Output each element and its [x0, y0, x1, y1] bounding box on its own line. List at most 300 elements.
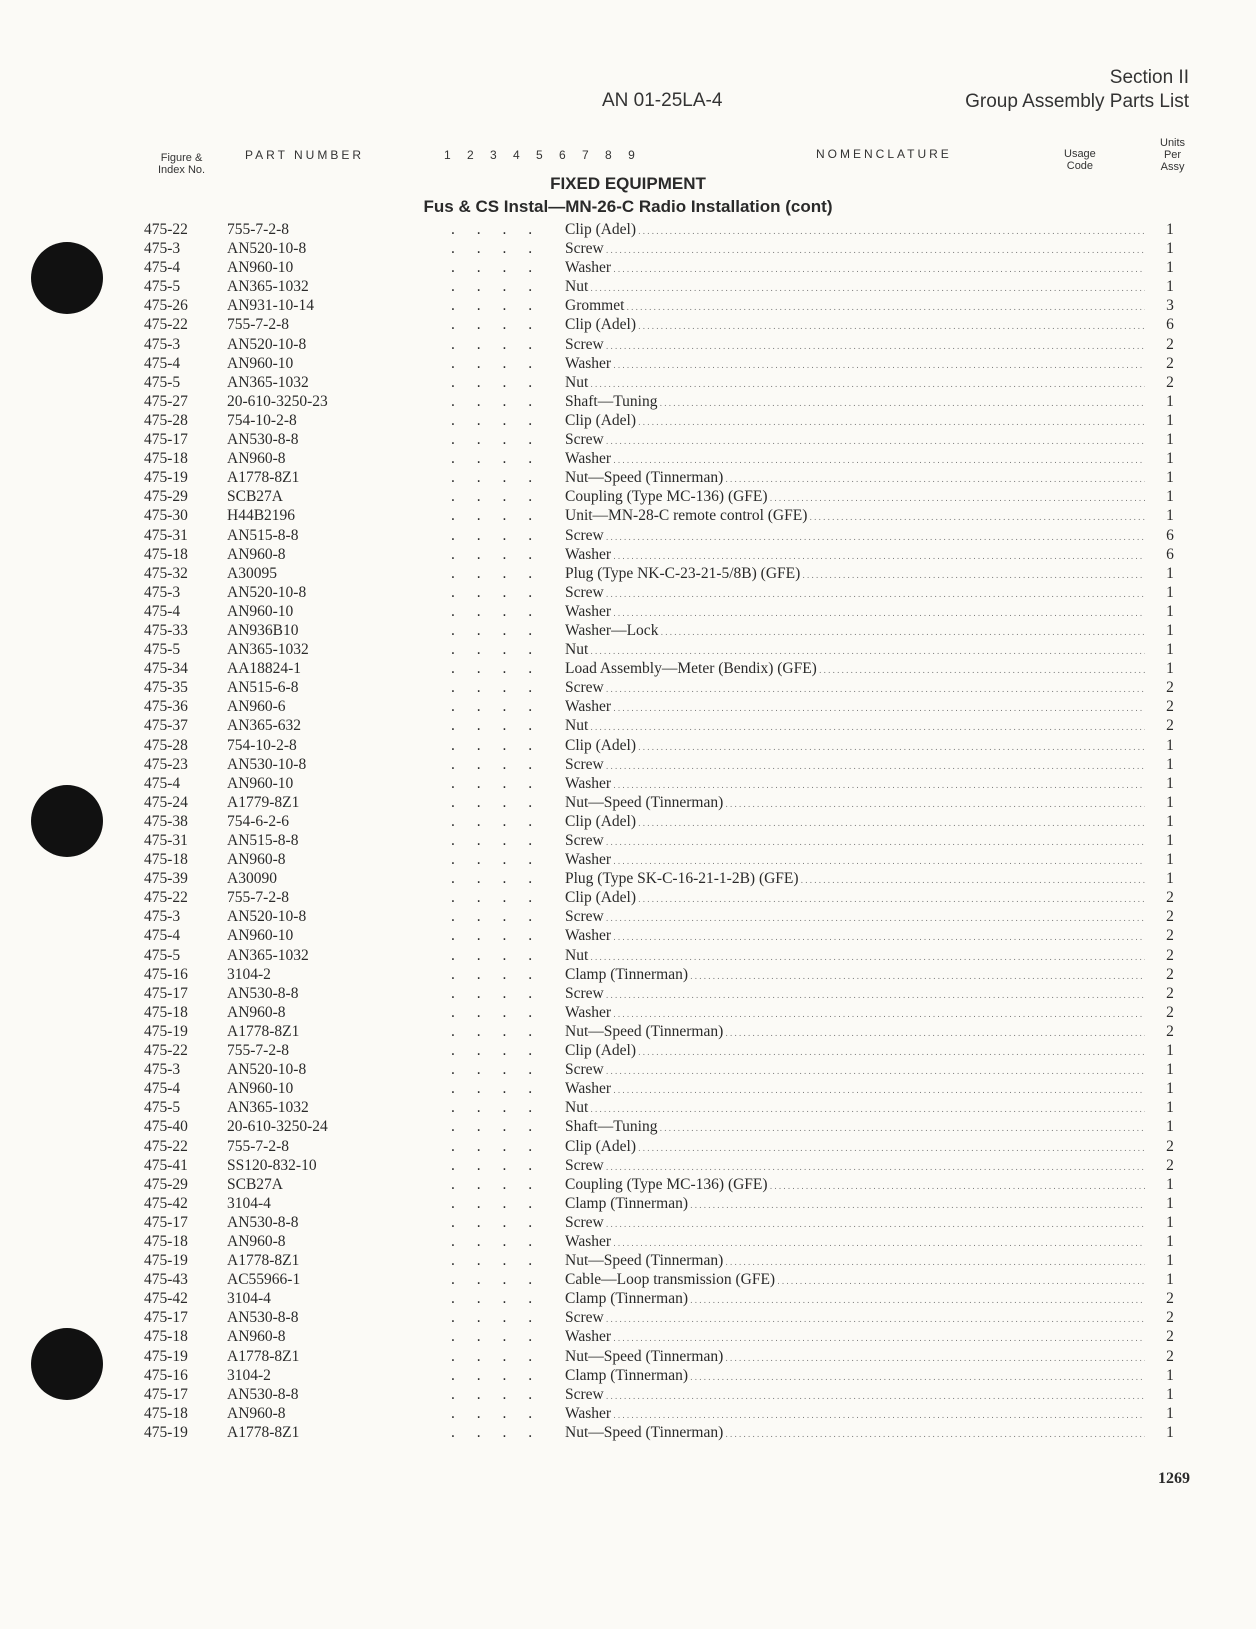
- units-per-assy-cell: 1: [1154, 774, 1186, 793]
- units-per-assy-cell: 1: [1154, 487, 1186, 506]
- part-number-cell: AN960-10: [227, 354, 294, 372]
- figure-index-cell: 475-17: [144, 1309, 188, 1327]
- table-row: [0, 487, 1256, 506]
- units-per-assy-cell: 2: [1154, 335, 1186, 354]
- figure-index-cell: 475-24: [144, 793, 188, 811]
- units-per-assy-cell: 1: [1154, 850, 1186, 869]
- table-row: [0, 1327, 1256, 1346]
- units-per-assy-cell: 1: [1154, 468, 1186, 487]
- nomenclature-cell: Washer . . .: [565, 258, 1145, 279]
- table-row: [0, 239, 1256, 258]
- nomenclature-cell: Screw . . .: [565, 1385, 1145, 1406]
- part-number-cell: A1778-8Z1: [227, 1022, 300, 1040]
- table-row: [0, 850, 1256, 869]
- units-per-assy-cell: 2: [1154, 984, 1186, 1003]
- nomenclature-cell: Screw . . .: [565, 335, 1145, 356]
- table-row: [0, 449, 1256, 468]
- units-per-assy-cell: 6: [1154, 526, 1186, 545]
- units-per-assy-cell: 1: [1154, 831, 1186, 850]
- units-per-assy-cell: 3: [1154, 296, 1186, 315]
- figure-index-cell: 475-17: [144, 1213, 188, 1231]
- indent-dots: . . . .: [451, 1423, 542, 1441]
- table-row: [0, 736, 1256, 755]
- section-header: [965, 66, 1189, 114]
- units-per-assy-cell: 1: [1154, 583, 1186, 602]
- indent-dots: . . . .: [451, 316, 542, 334]
- units-per-assy-cell: 2: [1154, 1289, 1186, 1308]
- nomenclature-cell: Screw . . .: [565, 755, 1145, 776]
- units-per-assy-cell: 2: [1154, 1327, 1186, 1346]
- figure-index-cell: 475-42: [144, 1290, 188, 1308]
- nomenclature-cell: Washer . . .: [565, 1327, 1145, 1348]
- units-per-assy-cell: 1: [1154, 277, 1186, 296]
- part-number-cell: 755-7-2-8: [227, 316, 289, 334]
- table-row: [0, 392, 1256, 411]
- nomenclature-cell: Plug (Type SK-C-16-21-1-2B) (GFE) . . .: [565, 869, 1145, 890]
- nomenclature-cell: Washer . . .: [565, 1079, 1145, 1100]
- part-number-cell: AN530-8-8: [227, 984, 299, 1002]
- part-number-cell: AN530-8-8: [227, 1309, 299, 1327]
- figure-index-cell: 475-22: [144, 316, 188, 334]
- units-per-assy-cell: 1: [1154, 1079, 1186, 1098]
- figure-index-cell: 475-18: [144, 450, 188, 468]
- nomenclature-cell: Screw . . .: [565, 678, 1145, 699]
- nomenclature-cell: Screw . . .: [565, 831, 1145, 852]
- table-row: [0, 1251, 1256, 1270]
- units-per-assy-cell: 1: [1154, 392, 1186, 411]
- indent-dots: . . . .: [451, 526, 542, 544]
- part-number-cell: AN520-10-8: [227, 1061, 307, 1079]
- indent-dots: . . . .: [451, 946, 542, 964]
- figure-index-cell: 475-37: [144, 717, 188, 735]
- indent-dots: . . . .: [451, 832, 542, 849]
- part-number-cell: AN960-8: [227, 1404, 286, 1422]
- units-per-assy-cell: 2: [1154, 697, 1186, 716]
- part-number-cell: A1778-8Z1: [227, 469, 300, 487]
- part-number-cell: AN520-10-8: [227, 240, 307, 258]
- table-row: [0, 335, 1256, 354]
- units-per-assy-cell: 2: [1154, 1137, 1186, 1156]
- indent-dots: . . . .: [451, 1099, 542, 1117]
- table-row: [0, 774, 1256, 793]
- figure-index-cell: 475-17: [144, 1385, 188, 1403]
- part-number-cell: 754-10-2-8: [227, 736, 297, 754]
- indent-dots: . . . .: [451, 1385, 542, 1403]
- indent-dots: . . . .: [451, 1042, 542, 1060]
- units-per-assy-cell: 1: [1154, 1366, 1186, 1385]
- parts-list: [0, 220, 1256, 1442]
- table-row: [0, 583, 1256, 602]
- table-row: [0, 296, 1256, 315]
- indent-dots: . . . .: [451, 1061, 542, 1079]
- units-per-assy-cell: 6: [1154, 315, 1186, 334]
- column-header-figure-line1: Figure &: [160, 152, 203, 164]
- indent-dots: . . . .: [451, 1080, 542, 1098]
- indent-dots: . . . .: [451, 660, 542, 678]
- nomenclature-cell: Clip (Adel) . . .: [565, 1137, 1145, 1158]
- table-row: [0, 1098, 1256, 1117]
- indent-dots: . . . .: [451, 583, 542, 601]
- part-number-cell: AN960-8: [227, 851, 286, 869]
- nomenclature-cell: Clip (Adel) . . .: [565, 1041, 1145, 1062]
- figure-index-cell: 475-5: [144, 373, 181, 391]
- indent-dots: . . . .: [451, 545, 542, 563]
- units-per-assy-cell: 1: [1154, 812, 1186, 831]
- table-row: [0, 430, 1256, 449]
- units-per-assy-cell: 2: [1154, 888, 1186, 907]
- nomenclature-cell: Clamp (Tinnerman) . . .: [565, 1289, 1145, 1310]
- nomenclature-cell: Coupling (Type MC-136) (GFE) . . .: [565, 1175, 1145, 1196]
- indent-dots: . . . .: [451, 641, 542, 659]
- part-number-cell: SCB27A: [227, 488, 283, 506]
- units-per-assy-cell: 1: [1154, 640, 1186, 659]
- figure-index-cell: 475-22: [144, 221, 188, 238]
- part-number-cell: AN960-10: [227, 1080, 294, 1098]
- indent-dots: . . . .: [451, 927, 542, 945]
- units-per-assy-cell: 1: [1154, 1098, 1186, 1117]
- table-row: [0, 716, 1256, 735]
- figure-index-cell: 475-40: [144, 1118, 188, 1136]
- units-per-assy-cell: 1: [1154, 736, 1186, 755]
- column-header-usage-line1: Usage: [1064, 148, 1096, 160]
- column-header-nomenclature: NOMENCLATURE: [816, 147, 952, 161]
- table-row: [0, 220, 1256, 239]
- table-row: [0, 564, 1256, 583]
- table-row: [0, 1194, 1256, 1213]
- part-number-cell: AN520-10-8: [227, 583, 307, 601]
- units-per-assy-cell: 1: [1154, 1423, 1186, 1442]
- part-number-cell: 20-610-3250-23: [227, 392, 328, 410]
- indent-dots: . . . .: [451, 1137, 542, 1155]
- figure-index-cell: 475-3: [144, 240, 181, 258]
- units-per-assy-cell: 2: [1154, 354, 1186, 373]
- figure-index-cell: 475-3: [144, 908, 181, 926]
- table-row: [0, 812, 1256, 831]
- units-per-assy-cell: 1: [1154, 755, 1186, 774]
- figure-index-cell: 475-38: [144, 812, 188, 830]
- nomenclature-cell: Screw . . .: [565, 430, 1145, 451]
- figure-index-cell: 475-32: [144, 564, 188, 582]
- units-per-assy-cell: 1: [1154, 1194, 1186, 1213]
- figure-index-cell: 475-22: [144, 889, 188, 907]
- figure-index-cell: 475-4: [144, 259, 181, 277]
- figure-index-cell: 475-31: [144, 832, 188, 849]
- table-row: [0, 659, 1256, 678]
- indent-dots: . . . .: [451, 488, 542, 506]
- nomenclature-cell: Nut—Speed (Tinnerman) . . .: [565, 1423, 1145, 1444]
- figure-index-cell: 475-31: [144, 526, 188, 544]
- part-number-cell: 3104-4: [227, 1290, 271, 1308]
- section-label: Section II: [1109, 67, 1189, 88]
- nomenclature-cell: Clip (Adel) . . .: [565, 220, 1145, 241]
- figure-index-cell: 475-18: [144, 545, 188, 563]
- figure-index-cell: 475-43: [144, 1271, 188, 1289]
- nomenclature-cell: Nut—Speed (Tinnerman) . . .: [565, 793, 1145, 814]
- part-number-cell: AN960-10: [227, 259, 294, 277]
- units-per-assy-cell: 1: [1154, 1213, 1186, 1232]
- indent-dots: . . . .: [451, 469, 542, 487]
- part-number-cell: 20-610-3250-24: [227, 1118, 328, 1136]
- table-row: [0, 526, 1256, 545]
- part-number-cell: AN960-10: [227, 774, 294, 792]
- part-number-cell: AN530-10-8: [227, 755, 307, 773]
- nomenclature-cell: Washer . . .: [565, 850, 1145, 871]
- figure-index-cell: 475-19: [144, 1252, 188, 1270]
- indent-dots: . . . .: [451, 221, 542, 238]
- indent-dots: . . . .: [451, 297, 542, 315]
- indent-dots: . . . .: [451, 851, 542, 869]
- nomenclature-cell: Washer . . .: [565, 1232, 1145, 1253]
- table-row: [0, 1366, 1256, 1385]
- part-number-cell: AN365-1032: [227, 946, 309, 964]
- table-row: [0, 1156, 1256, 1175]
- nomenclature-cell: Screw . . .: [565, 583, 1145, 604]
- nomenclature-cell: Washer . . .: [565, 926, 1145, 947]
- nomenclature-cell: Clamp (Tinnerman) . . .: [565, 1366, 1145, 1387]
- indent-dots: . . . .: [451, 1271, 542, 1289]
- indent-dots: . . . .: [451, 812, 542, 830]
- indent-dots: . . . .: [451, 621, 542, 639]
- table-row: [0, 697, 1256, 716]
- units-per-assy-cell: 1: [1154, 239, 1186, 258]
- table-row: [0, 1022, 1256, 1041]
- figure-index-cell: 475-18: [144, 1328, 188, 1346]
- table-row: [0, 1308, 1256, 1327]
- table-row: [0, 1270, 1256, 1289]
- table-row: [0, 373, 1256, 392]
- figure-index-cell: 475-4: [144, 354, 181, 372]
- table-row: [0, 755, 1256, 774]
- units-per-assy-cell: 2: [1154, 678, 1186, 697]
- units-per-assy-cell: 1: [1154, 1251, 1186, 1270]
- units-per-assy-cell: 1: [1154, 793, 1186, 812]
- indent-dots: . . . .: [451, 602, 542, 620]
- indent-dots: . . . .: [451, 889, 542, 907]
- part-number-cell: AN960-10: [227, 927, 294, 945]
- figure-index-cell: 475-19: [144, 1423, 188, 1441]
- figure-index-cell: 475-3: [144, 335, 181, 353]
- nomenclature-cell: Clip (Adel) . . .: [565, 411, 1145, 432]
- nomenclature-cell: Shaft—Tuning . . .: [565, 392, 1145, 413]
- indent-dots: . . . .: [451, 1156, 542, 1174]
- table-row: [0, 1117, 1256, 1136]
- table-row: [0, 258, 1256, 277]
- part-number-cell: 755-7-2-8: [227, 1137, 289, 1155]
- figure-index-cell: 475-3: [144, 583, 181, 601]
- table-row: [0, 1041, 1256, 1060]
- nomenclature-cell: Clip (Adel) . . .: [565, 888, 1145, 909]
- part-number-cell: A1778-8Z1: [227, 1347, 300, 1365]
- units-per-assy-cell: 2: [1154, 373, 1186, 392]
- nomenclature-cell: Coupling (Type MC-136) (GFE) . . .: [565, 487, 1145, 508]
- part-number-cell: 3104-2: [227, 1366, 271, 1384]
- column-header-units-line3: Assy: [1160, 161, 1185, 173]
- part-number-cell: AN960-8: [227, 545, 286, 563]
- table-row: [0, 1175, 1256, 1194]
- table-row: [0, 1003, 1256, 1022]
- part-number-cell: AN515-6-8: [227, 679, 299, 697]
- figure-index-cell: 475-19: [144, 1022, 188, 1040]
- table-row: [0, 1060, 1256, 1079]
- column-header-usage-line2: Code: [1066, 160, 1094, 172]
- table-row: [0, 888, 1256, 907]
- group-title: FIXED EQUIPMENT: [550, 174, 706, 193]
- units-per-assy-cell: 1: [1154, 659, 1186, 678]
- units-per-assy-cell: 2: [1154, 1347, 1186, 1366]
- figure-index-cell: 475-29: [144, 488, 188, 506]
- indent-dots: . . . .: [451, 1290, 542, 1308]
- figure-index-cell: 475-41: [144, 1156, 188, 1174]
- figure-index-cell: 475-35: [144, 679, 188, 697]
- figure-index-cell: 475-28: [144, 736, 188, 754]
- part-number-cell: AN365-1032: [227, 373, 309, 391]
- figure-index-cell: 475-23: [144, 755, 188, 773]
- indent-dots: . . . .: [451, 411, 542, 429]
- figure-index-cell: 475-22: [144, 1042, 188, 1060]
- table-row: [0, 926, 1256, 945]
- table-row: [0, 621, 1256, 640]
- part-number-cell: 3104-4: [227, 1194, 271, 1212]
- figure-index-cell: 475-19: [144, 1347, 188, 1365]
- figure-index-cell: 475-29: [144, 1175, 188, 1193]
- part-number-cell: A1778-8Z1: [227, 1252, 300, 1270]
- nomenclature-cell: Clamp (Tinnerman) . . .: [565, 1194, 1145, 1215]
- figure-index-cell: 475-5: [144, 1099, 181, 1117]
- table-row: [0, 354, 1256, 373]
- installation-title: Fus & CS Instal—MN-26-C Radio Installation (cont): [423, 197, 833, 216]
- table-row: [0, 831, 1256, 850]
- nomenclature-cell: Screw . . .: [565, 526, 1145, 547]
- table-row: [0, 411, 1256, 430]
- part-number-cell: 754-6-2-6: [227, 812, 289, 830]
- indent-dots: . . . .: [451, 1347, 542, 1365]
- part-number-cell: AA18824-1: [227, 660, 302, 678]
- table-row: [0, 1423, 1256, 1442]
- table-row: [0, 640, 1256, 659]
- indent-dots: . . . .: [451, 259, 542, 277]
- part-number-cell: H44B2196: [227, 507, 296, 525]
- part-number-cell: SS120-832-10: [227, 1156, 317, 1174]
- indent-dots: . . . .: [451, 431, 542, 449]
- part-number-cell: A1778-8Z1: [227, 1423, 300, 1441]
- units-per-assy-cell: 6: [1154, 545, 1186, 564]
- nomenclature-cell: Screw . . .: [565, 1060, 1145, 1081]
- table-row: [0, 602, 1256, 621]
- indent-dots: . . . .: [451, 1252, 542, 1270]
- document-number: AN 01-25LA-4: [602, 90, 723, 111]
- nomenclature-cell: Nut . . .: [565, 277, 1145, 298]
- part-number-cell: AN515-8-8: [227, 526, 299, 544]
- indent-dots: . . . .: [451, 1404, 542, 1422]
- figure-index-cell: 475-36: [144, 698, 188, 716]
- units-per-assy-cell: 2: [1154, 907, 1186, 926]
- figure-index-cell: 475-30: [144, 507, 188, 525]
- units-per-assy-cell: 1: [1154, 1175, 1186, 1194]
- table-row: [0, 277, 1256, 296]
- units-per-assy-cell: 1: [1154, 602, 1186, 621]
- nomenclature-cell: Washer . . .: [565, 449, 1145, 470]
- units-per-assy-cell: 1: [1154, 1041, 1186, 1060]
- column-header-part-number: PART NUMBER: [245, 148, 365, 162]
- indent-dots: . . . .: [451, 1366, 542, 1384]
- units-per-assy-cell: 1: [1154, 564, 1186, 583]
- figure-index-cell: 475-5: [144, 946, 181, 964]
- column-header-units-line1: Units: [1160, 137, 1186, 149]
- table-row: [0, 1404, 1256, 1423]
- units-per-assy-cell: 1: [1154, 621, 1186, 640]
- figure-index-cell: 475-19: [144, 469, 188, 487]
- table-row: [0, 793, 1256, 812]
- column-header-units-per-assy: [1160, 137, 1185, 173]
- nomenclature-cell: Load Assembly—Meter (Bendix) (GFE) . . .: [565, 659, 1145, 680]
- indent-dots: . . . .: [451, 1232, 542, 1250]
- indent-dots: . . . .: [451, 450, 542, 468]
- units-per-assy-cell: 1: [1154, 1270, 1186, 1289]
- figure-index-cell: 475-4: [144, 602, 181, 620]
- nomenclature-cell: Screw . . .: [565, 239, 1145, 260]
- part-number-cell: AN515-8-8: [227, 832, 299, 849]
- nomenclature-cell: Clip (Adel) . . .: [565, 812, 1145, 833]
- part-number-cell: A30090: [227, 870, 277, 888]
- figure-index-cell: 475-16: [144, 965, 188, 983]
- table-row: [0, 1079, 1256, 1098]
- table-row: [0, 907, 1256, 926]
- units-per-assy-cell: 2: [1154, 965, 1186, 984]
- figure-index-cell: 475-4: [144, 1080, 181, 1098]
- units-per-assy-cell: 1: [1154, 1385, 1186, 1404]
- figure-index-cell: 475-5: [144, 641, 181, 659]
- table-row: [0, 1137, 1256, 1156]
- table-row: [0, 869, 1256, 888]
- indent-dots: . . . .: [451, 1194, 542, 1212]
- indent-dots: . . . .: [451, 1309, 542, 1327]
- units-per-assy-cell: 2: [1154, 1156, 1186, 1175]
- units-per-assy-cell: 2: [1154, 1022, 1186, 1041]
- part-number-cell: 755-7-2-8: [227, 1042, 289, 1060]
- column-header-usage-code: [1064, 148, 1096, 172]
- table-row: [0, 506, 1256, 525]
- part-number-cell: AN365-1032: [227, 1099, 309, 1117]
- indent-dots: . . . .: [451, 564, 542, 582]
- figure-index-cell: 475-33: [144, 621, 188, 639]
- column-header-indent-levels: 1 2 3 4 5 6 7 8 9: [444, 148, 635, 162]
- indent-dots: . . . .: [451, 679, 542, 697]
- indent-dots: . . . .: [451, 1213, 542, 1231]
- part-number-cell: 755-7-2-8: [227, 221, 289, 238]
- indent-dots: . . . .: [451, 717, 542, 735]
- units-per-assy-cell: 2: [1154, 1003, 1186, 1022]
- figure-index-cell: 475-18: [144, 1232, 188, 1250]
- part-number-cell: AN365-1032: [227, 278, 309, 296]
- table-row: [0, 1232, 1256, 1251]
- indent-dots: . . . .: [451, 335, 542, 353]
- part-number-cell: A1779-8Z1: [227, 793, 300, 811]
- units-per-assy-cell: 1: [1154, 430, 1186, 449]
- table-row: [0, 965, 1256, 984]
- indent-dots: . . . .: [451, 870, 542, 888]
- nomenclature-cell: Washer . . .: [565, 354, 1145, 375]
- indent-dots: . . . .: [451, 1003, 542, 1021]
- nomenclature-cell: Screw . . .: [565, 907, 1145, 928]
- indent-dots: . . . .: [451, 1328, 542, 1346]
- nomenclature-cell: Clamp (Tinnerman) . . .: [565, 965, 1145, 986]
- nomenclature-cell: Nut . . .: [565, 946, 1145, 967]
- figure-index-cell: 475-3: [144, 1061, 181, 1079]
- nomenclature-cell: Nut—Speed (Tinnerman) . . .: [565, 1022, 1145, 1043]
- part-number-cell: AN530-8-8: [227, 431, 299, 449]
- part-number-cell: AN520-10-8: [227, 908, 307, 926]
- part-number-cell: A30095: [227, 564, 277, 582]
